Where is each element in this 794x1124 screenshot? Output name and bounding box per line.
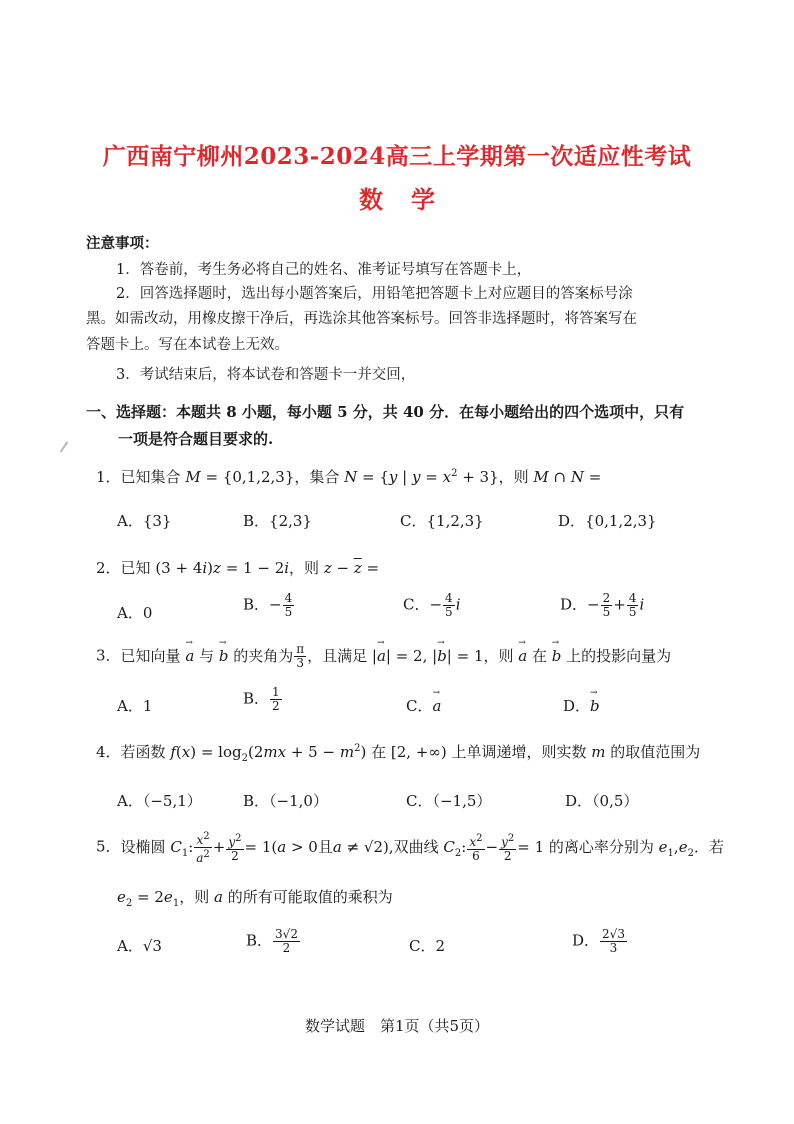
q3-option-b: B． $\frac{1}{2}$ xyxy=(243,685,280,713)
subject-title: 数学 xyxy=(359,185,463,214)
section-1-heading: 一、选择题：本题共 8 小题，每小题 5 分，共 40 分．在每小题给出的四个选项中，只有 xyxy=(86,403,685,421)
section-1-heading-cont: 一项是符合题目要求的. xyxy=(118,430,274,448)
question-4 xyxy=(96,741,700,764)
q5-option-d: D． $\frac{2√3}{3}$ xyxy=(572,927,625,955)
q4-option-d: D．（0,5） xyxy=(565,792,639,810)
notice-item-2-line-2: 黑。如需改动，用橡皮擦干净后，再选涂其他答案标号。回答非选择题时，将答案写在 xyxy=(86,311,637,327)
question-4-stem: 若函数 $f(x) = \log_2(2mx + 5 - m^2)$ 在 [2, +∞) 上单调递增，则实数 m 的取值范围为 xyxy=(120,743,701,764)
question-2-stem: 已知 (3 + 4i)z = 1 − 2i，则 $z - \overline{z}$ = xyxy=(120,559,380,577)
q1-option-c: C．{1,2,3} xyxy=(400,512,484,530)
page-footer: 数学试题 第1页（共5页） xyxy=(304,1017,490,1035)
question-3-number: 3． xyxy=(96,646,121,665)
q3-option-d: D．→ b xyxy=(563,695,600,716)
question-5-number: 5． xyxy=(96,837,121,856)
q2-option-c: C．− $\frac{4}{5}$ i xyxy=(403,591,461,619)
q3-option-c: C．→ a xyxy=(406,695,441,716)
q4-option-a: A．（−5,1） xyxy=(117,792,202,810)
q5-option-c: C．2 xyxy=(409,937,446,955)
q2-option-b: B．− $\frac{4}{5}$ xyxy=(243,591,293,619)
q4-option-b: B．（−1,0） xyxy=(243,792,328,810)
q4-option-c: C．（−1,5） xyxy=(406,792,492,810)
notice-heading: 注意事项： xyxy=(86,235,159,252)
q3-option-a: A．1 xyxy=(117,697,153,715)
q1-option-a: A．{3} xyxy=(117,512,172,530)
scan-mark xyxy=(60,442,69,453)
question-3 xyxy=(96,643,671,670)
q5-option-a: A．√3 xyxy=(117,937,162,955)
question-1-stem: 已知集合 M = {0,1,2,3}，集合 N = {y | $y = x^2 + 3$}，则 M ∩ N = xyxy=(120,468,602,486)
notice-item-2-line-1: 2．回答选择题时，选出每小题答案后，用铅笔把答题卡上对应题目的答案标号涂 xyxy=(116,286,633,302)
exam-title: 广西南宁柳州2023-2024高三上学期第一次适应性考试 xyxy=(102,143,692,170)
question-5-cont: $e_2 = 2e_1$，则 a 的所有可能取值的乘积为 xyxy=(117,888,393,909)
question-5 xyxy=(96,830,724,865)
question-2-number: 2． xyxy=(96,559,121,577)
notice-item-3: 3．考试结束后，将本试卷和答题卡一并交回， xyxy=(116,367,416,383)
question-2 xyxy=(96,557,379,578)
question-1 xyxy=(96,466,601,487)
q2-option-a: A．0 xyxy=(117,604,153,622)
question-1-number: 1． xyxy=(96,468,121,486)
q2-option-d: D．− $\frac{2}{5}$ + $\frac{4}{5}$ i xyxy=(560,591,645,619)
question-4-number: 4． xyxy=(96,743,121,761)
q1-option-b: B．{2,3} xyxy=(243,512,312,530)
q5-option-b: B． $\frac{3√2}{2}$ xyxy=(246,927,298,955)
notice-item-2-line-3: 答题卡上。写在本试卷上无效。 xyxy=(86,337,289,353)
q1-option-d: D．{0,1,2,3} xyxy=(558,512,657,530)
question-5-stem: 设椭圆 $C_1$: $\frac{x^2}{a^2}$ + $\frac{y^2}{2}$ = 1(a > 0且a ≠ √2),双曲线 $C_2$: $\frac{x^2}{6}$ − $\frac{y^2}{2}$ = 1 的离心率分别为 $e_1,e_2$．若 xyxy=(120,831,724,865)
notice-item-1: 1．答卷前，考生务必将自己的姓名、准考证号填写在答题卡上， xyxy=(116,262,532,278)
question-3-stem: 已知向量 → a 与 → b 的夹角为 $\frac{\pi}{3}$ ，且满足 |→ a| = 2, |→ b| = 1，则 → a 在 → b 上的投影向量为 xyxy=(121,647,672,665)
